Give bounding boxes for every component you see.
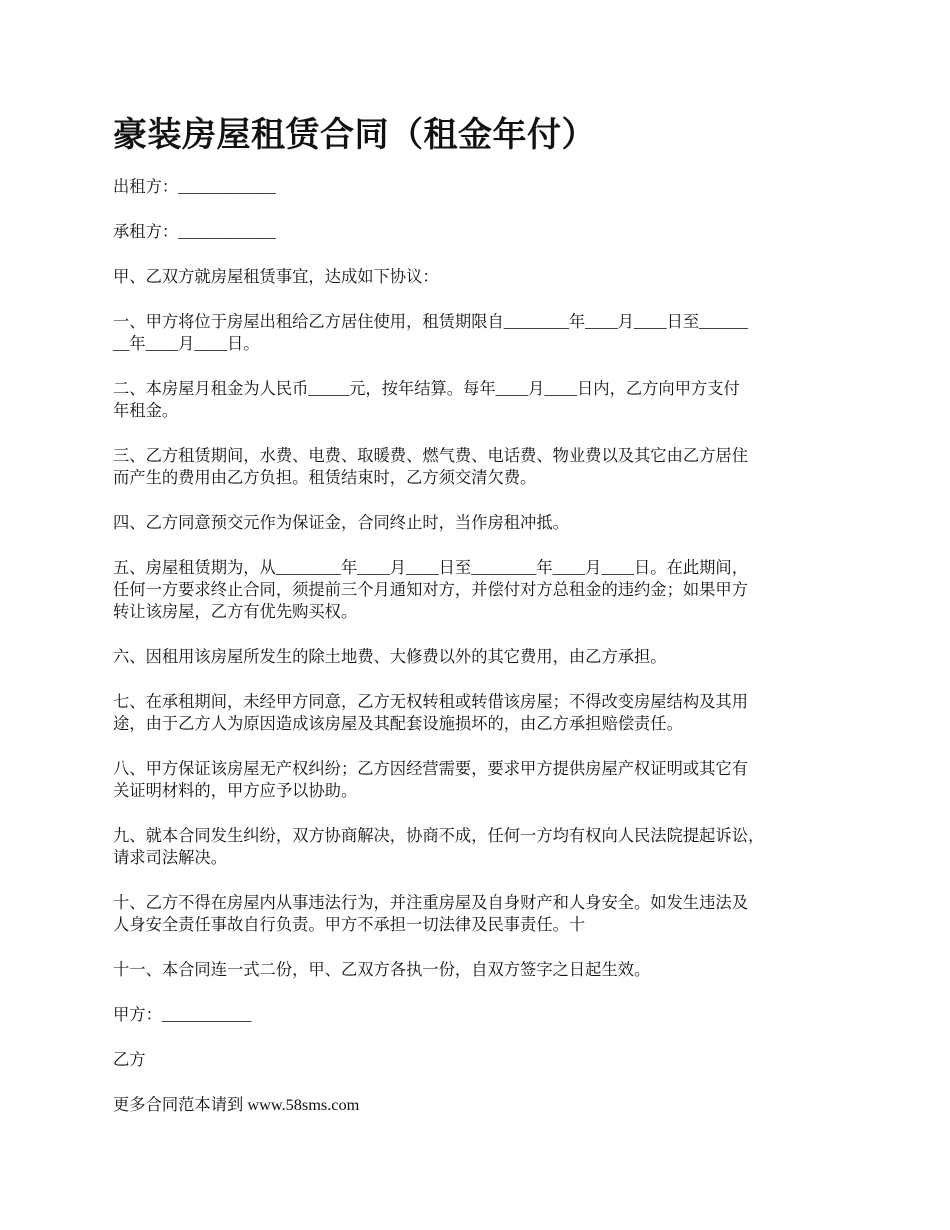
clause-4: 四、乙方同意预交元作为保证金，合同终止时，当作房租冲抵。 [113, 513, 569, 532]
document-title: 豪装房屋租赁合同（租金年付） [113, 115, 596, 155]
party-a-signature: 甲方：___________ [113, 1005, 252, 1024]
clause-9: 九、就本合同发生纠纷，双方协商解决，协商不成，任何一方均有权向人民法院提起诉讼， 请求司法解决。 [113, 826, 765, 867]
clause-1: 一、甲方将位于房屋出租给乙方居住使用，租赁期限自________年____月____日至______ __年____月____日。 [113, 312, 748, 353]
clause-10: 十、乙方不得在房屋内从事违法行为，并注重房屋及自身财产和人身安全。如发生违法及 人身安全责任事故自行负责。甲方不承担一切法律及民事责任。十 [113, 893, 748, 934]
lessee-line: 承租方：____________ [113, 222, 276, 241]
agreement-intro: 甲、乙双方就房屋租赁事宜，达成如下协议： [113, 267, 439, 286]
clause-5: 五、房屋租赁期为，从________年____月____日至________年____月____日。在此期间， 任何一方要求终止合同，须提前三个月通知对方，并偿付对方总租金的违约金；如果甲方 转让该房屋，乙方有优先购买权。 [113, 558, 748, 621]
footer-source-link[interactable]: 更多合同范本请到 www.58sms.com [113, 1095, 360, 1114]
clause-3: 三、乙方租赁期间，水费、电费、取暖费、燃气费、电话费、物业费以及其它由乙方居住 而产生的费用由乙方负担。租赁结束时，乙方须交清欠费。 [113, 446, 748, 487]
lessor-line: 出租方：____________ [113, 177, 276, 196]
clause-2: 二、本房屋月租金为人民币_____元，按年结算。每年____月____日内，乙方向甲方支付 年租金。 [113, 379, 740, 420]
clause-7: 七、在承租期间，未经甲方同意，乙方无权转租或转借该房屋；不得改变房屋结构及其用 途，由于乙方人为原因造成该房屋及其配套设施损坏的，由乙方承担赔偿责任。 [113, 692, 748, 733]
document-page [113, 110, 858, 1139]
party-b-signature: 乙方 [113, 1050, 146, 1069]
clause-11: 十一、本合同连一式二份，甲、乙双方各执一份，自双方签字之日起生效。 [113, 960, 651, 979]
clause-8: 八、甲方保证该房屋无产权纠纷；乙方因经营需要，要求甲方提供房屋产权证明或其它有 关证明材料的，甲方应予以协助。 [113, 759, 748, 800]
clause-6: 六、因租用该房屋所发生的除土地费、大修费以外的其它费用，由乙方承担。 [113, 647, 667, 666]
